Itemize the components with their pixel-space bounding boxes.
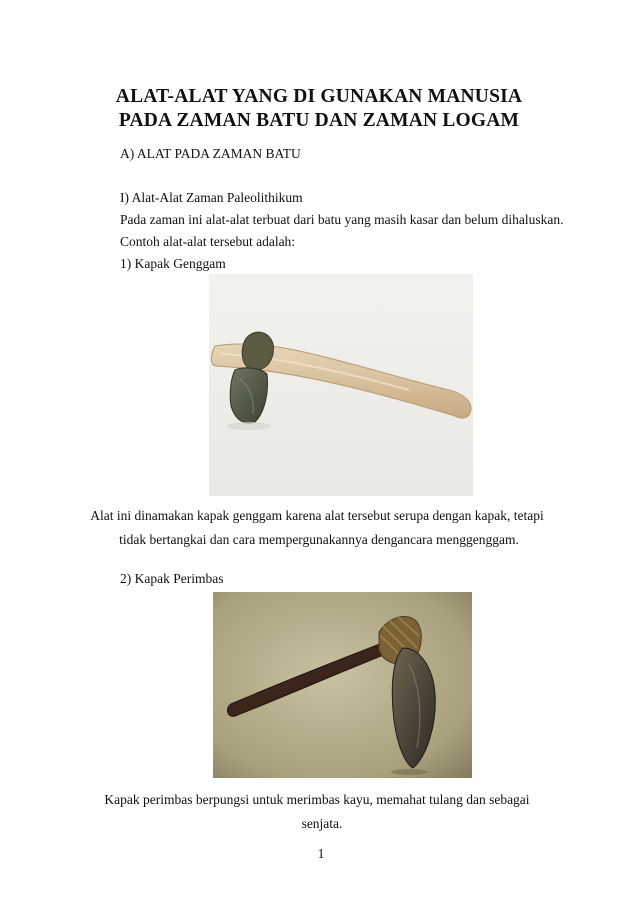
document-title-line-1: ALAT-ALAT YANG DI GUNAKAN MANUSIA <box>115 86 523 107</box>
caption-kapak-genggam-line-1: Alat ini dinamakan kapak genggam karena alat tersebut serupa dengan kapak, tetapi <box>90 508 544 523</box>
caption-kapak-perimbas-line-1: Kapak perimbas berpungsi untuk merimbas kayu, memahat tulang dan sebagai <box>104 792 530 807</box>
paragraph-examples-intro: Contoh alat-alat tersebut adalah: <box>120 234 296 249</box>
list-item-kapak-genggam: 1) Kapak Genggam <box>120 256 226 271</box>
section-heading-a: A) ALAT PADA ZAMAN BATU <box>120 146 301 161</box>
subsection-heading-paleolithikum: I) Alat-Alat Zaman Paleolithikum <box>120 190 303 205</box>
paragraph-description: Pada zaman ini alat-alat terbuat dari batu yang masih kasar dan belum dihaluskan. <box>120 212 564 227</box>
document-title-line-2: PADA ZAMAN BATU DAN ZAMAN LOGAM <box>118 110 520 131</box>
page-number: 1 <box>317 846 325 861</box>
chopper-axe-photo <box>213 592 472 778</box>
caption-kapak-genggam-line-2: tidak bertangkai dan cara mempergunakannya dengancara menggenggam. <box>119 532 519 547</box>
caption-kapak-perimbas-line-2: senjata. <box>301 816 343 831</box>
list-item-kapak-perimbas: 2) Kapak Perimbas <box>120 571 224 586</box>
hand-axe-photo <box>209 274 473 496</box>
